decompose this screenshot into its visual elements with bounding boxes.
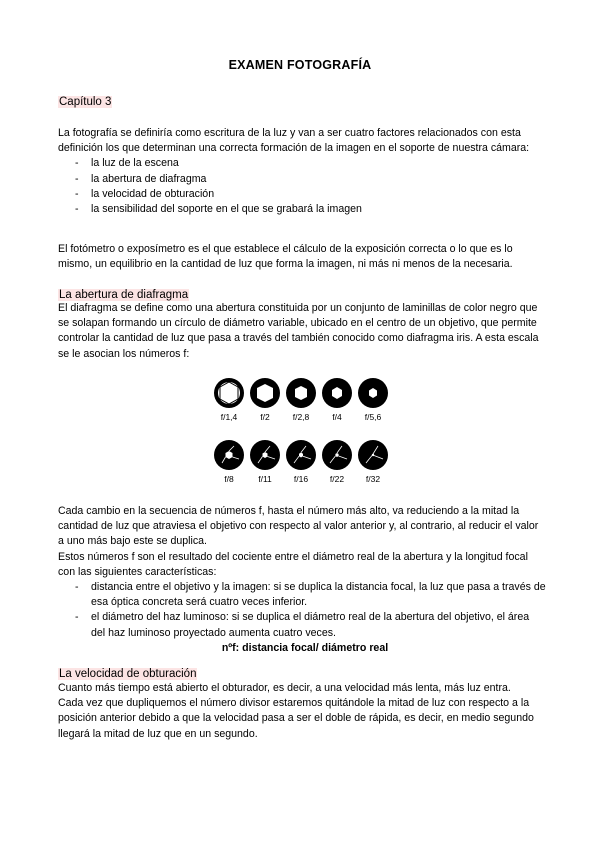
fstop-label: f/8 xyxy=(224,474,234,484)
aperture-text: El diafragma se define como una abertura constituida por un conjunto de laminillas de color negro que se solapan formando un círculo de diámetro variable, ubicado en el centro de un objetivo, que permite controlar la cantidad de luz que pasa a través del también conocido como diafragma iris. A esta escala se le asocian los números f: xyxy=(58,302,539,360)
aperture-heading-text: La abertura de diafragma xyxy=(59,289,189,301)
fstop-label: f/4 xyxy=(332,412,342,422)
intro-section xyxy=(58,126,546,217)
fstop-label: f/16 xyxy=(293,474,309,484)
list-item: - la sensibilidad del soporte en el que se grabará la imagen xyxy=(58,202,546,217)
shutter-heading xyxy=(58,667,197,681)
shutter-heading-text: La velocidad de obturación xyxy=(59,668,197,680)
fstop-label: f/5,6 xyxy=(364,412,382,422)
list-item: - la velocidad de obturación xyxy=(58,187,546,202)
fstop-characteristics-list xyxy=(58,580,546,641)
list-item: - el diámetro del haz luminoso: si se duplica el diámetro real de la abertura del objetivo, el área del haz luminoso proyectado aumenta cuatro veces. xyxy=(58,610,546,640)
fstop-label: f/2,8 xyxy=(292,412,310,422)
fstop-label: f/2 xyxy=(260,412,270,422)
aperture-blade-icon xyxy=(322,378,352,408)
photometer-text: El fotómetro o exposímetro es el que establece el cálculo de la exposición correcta o lo que es lo mismo, un equilibrio en la cantidad de luz que forma la imagen, ni más ni menos de la necesaria. xyxy=(58,243,513,271)
fstop-label: f/11 xyxy=(258,474,272,484)
aperture-blade-icon xyxy=(214,378,244,408)
fstop-sequence-paragraph: Cada cambio en la secuencia de números f, hasta el número más alto, va reduciendo a la mitad la cantidad de luz que atraviesa el objetivo con respecto al valor anterior y, al contrario, al reducir el valor a uno más bajo este se duplica. xyxy=(58,505,539,548)
aperture-blade-icon xyxy=(322,440,352,470)
chapter-heading xyxy=(58,95,112,109)
shutter-section xyxy=(58,681,546,742)
fstop-formula: nºf: distancia focal/ diámetro real xyxy=(221,641,389,654)
aperture-blade-icon xyxy=(286,378,316,408)
aperture-details xyxy=(58,504,546,656)
page-title: EXAMEN FOTOGRAFÍA xyxy=(228,58,372,72)
intro-paragraph: La fotografía se definiría como escritura de la luz y van a ser cuatro factores relacionados con esta definición los que determinan una correcta formación de la imagen en el soporte de nuestra cámara: xyxy=(58,127,530,155)
list-item: - distancia entre el objetivo y la imagen: si se duplica la distancia focal, la luz que pasa a través de esa óptica concreta será cuatro veces inferior. xyxy=(58,580,546,610)
aperture-blade-icon xyxy=(358,440,388,470)
aperture-blade-icon xyxy=(286,440,316,470)
fstop-label: f/22 xyxy=(329,474,345,484)
fstop-definition-paragraph: Estos números f son el resultado del cociente entre el diámetro real de la abertura y la longitud focal con las siguientes características: xyxy=(58,550,528,578)
aperture-heading xyxy=(58,288,189,302)
aperture-blade-icon xyxy=(250,378,280,408)
aperture-paragraph xyxy=(58,301,546,362)
shutter-paragraph-2: Cada vez que dupliquemos el número divisor estaremos quitándole la mitad de luz con respecto a la posición anterior debido a que la velocidad pasa a ser el doble de rápida, es decir, en medio segundo llegará la mitad de luz que en un segundo. xyxy=(58,697,534,740)
list-item: - la luz de la escena xyxy=(58,156,546,171)
fstop-label: f/1,4 xyxy=(220,412,238,422)
list-item: - la abertura de diafragma xyxy=(58,172,546,187)
chapter-heading-text: Capítulo 3 xyxy=(59,96,112,108)
shutter-paragraph-1: Cuanto más tiempo está abierto el obturador, es decir, a una velocidad más lenta, más luz entra. xyxy=(58,682,511,694)
aperture-blade-icon xyxy=(358,378,388,408)
aperture-blade-icon xyxy=(250,440,280,470)
photometer-paragraph xyxy=(58,242,546,272)
aperture-blade-icon xyxy=(214,440,244,470)
fstop-label: f/32 xyxy=(365,474,381,484)
intro-list xyxy=(58,156,546,217)
